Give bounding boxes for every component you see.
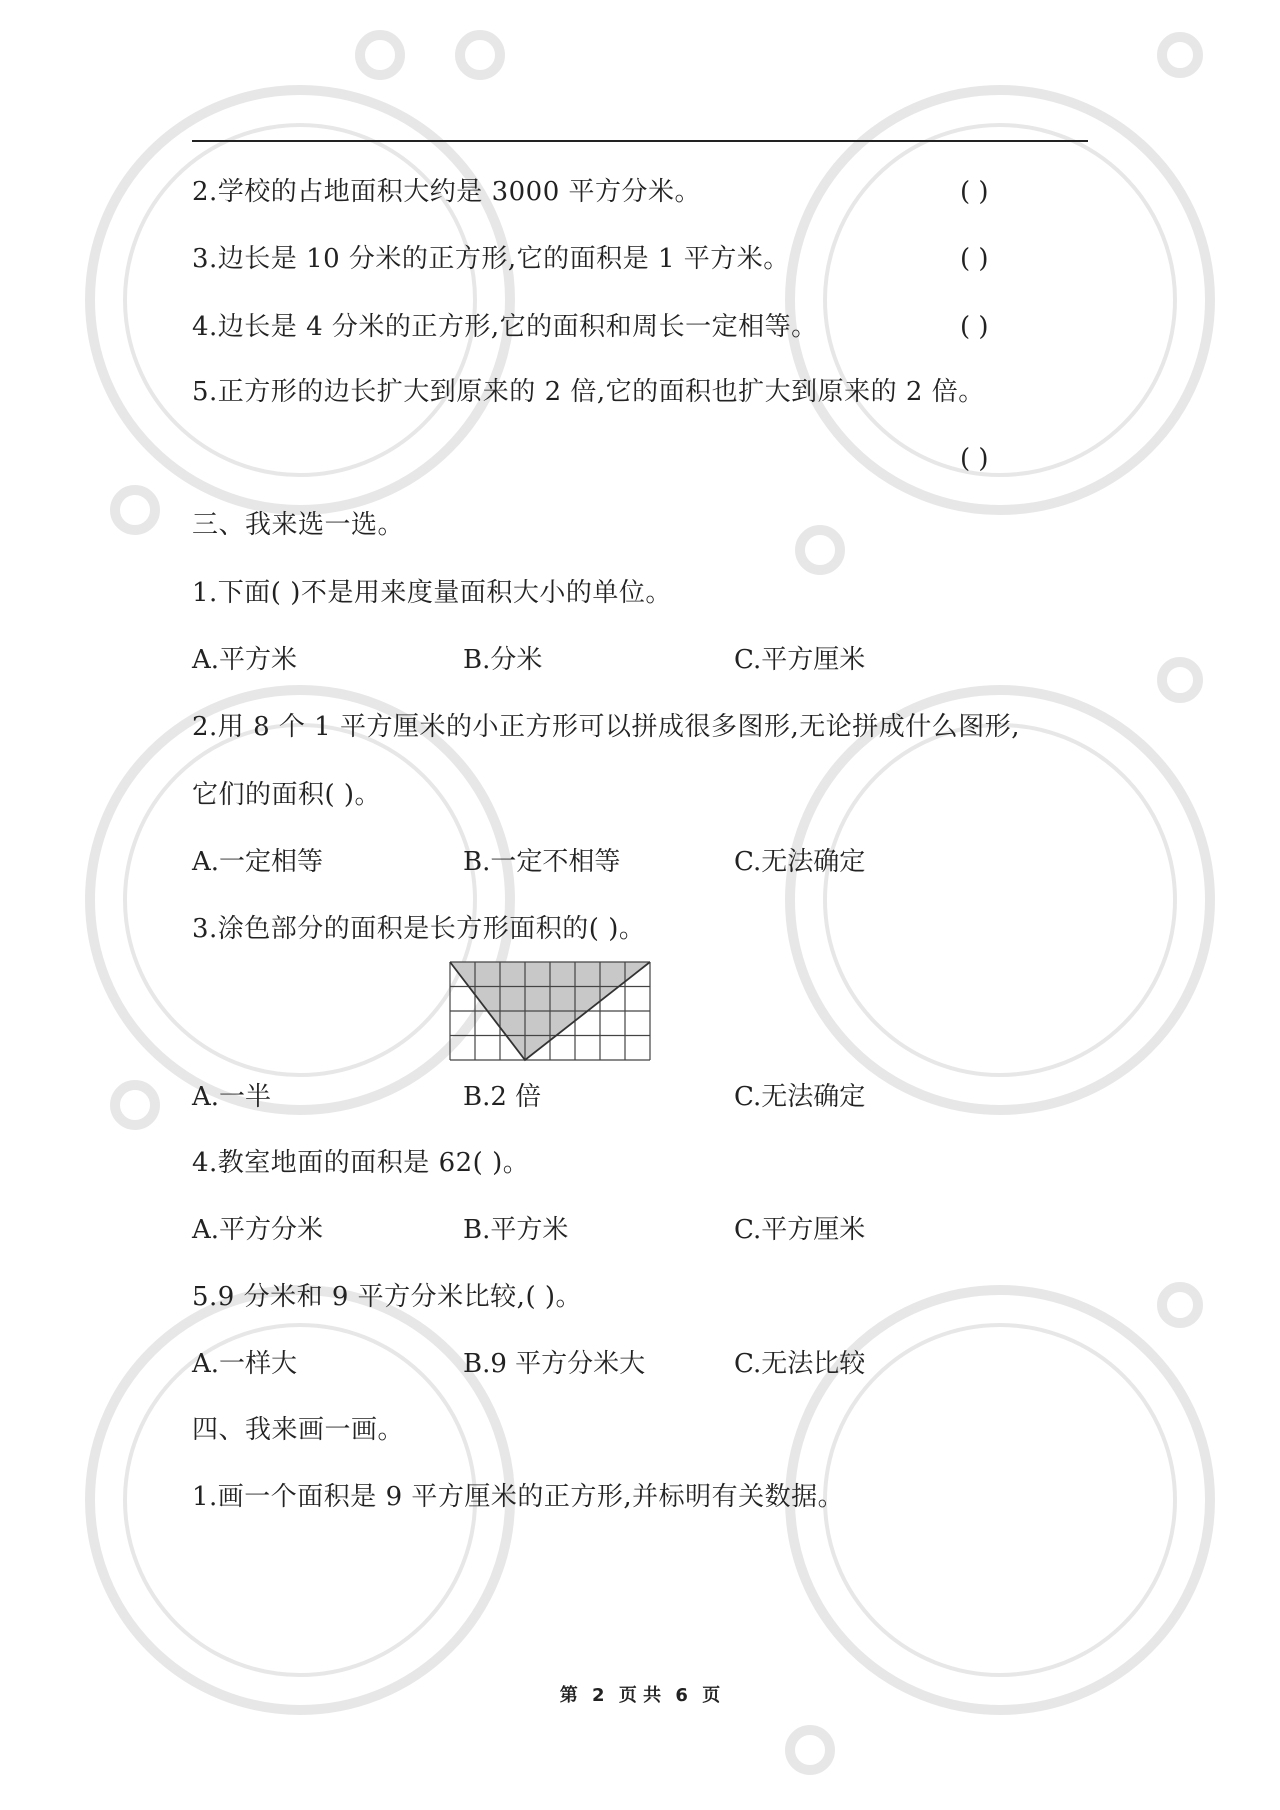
section-heading-draw: 四、我来画一画。	[192, 1415, 405, 1445]
option-a[interactable]: A.一定相等	[192, 847, 324, 877]
page-footer	[0, 1681, 1280, 1707]
draw-question-1: 1.画一个面积是 9 平方厘米的正方形,并标明有关数据。	[192, 1482, 845, 1512]
judge-item-5: 5.正方形的边长扩大到原来的 2 倍,它的面积也扩大到原来的 2 倍。	[192, 377, 985, 407]
choose-question-3: 3.涂色部分的面积是长方形面积的( )。	[192, 914, 646, 944]
option-b[interactable]: B.9 平方分米大	[463, 1349, 646, 1379]
option-c[interactable]: C.平方厘米	[734, 1215, 866, 1245]
choose-question-2-line-2: 它们的面积( )。	[192, 780, 382, 810]
option-b[interactable]: B.平方米	[463, 1215, 569, 1245]
answer-blank-5[interactable]: ( )	[960, 444, 989, 474]
option-b[interactable]: B.分米	[463, 645, 543, 675]
choose-question-5: 5.9 分米和 9 平方分米比较,( )。	[192, 1282, 583, 1312]
answer-blank-2[interactable]: ( )	[960, 177, 989, 207]
page-label-prefix: 第	[559, 1685, 578, 1706]
page-label-suffix: 页	[702, 1685, 721, 1706]
option-c[interactable]: C.平方厘米	[734, 645, 866, 675]
choose-question-2-line-1: 2.用 8 个 1 平方厘米的小正方形可以拼成很多图形,无论拼成什么图形,	[192, 712, 1020, 742]
option-a[interactable]: A.一半	[192, 1082, 272, 1112]
option-c[interactable]: C.无法比较	[734, 1349, 866, 1379]
choose-question-4: 4.教室地面的面积是 62( )。	[192, 1148, 530, 1178]
judge-item-3: 3.边长是 10 分米的正方形,它的面积是 1 平方米。	[192, 244, 790, 274]
shaded-triangle-grid-figure	[448, 960, 652, 1062]
answer-blank-4[interactable]: ( )	[960, 312, 989, 342]
option-a[interactable]: A.平方分米	[192, 1215, 324, 1245]
option-b[interactable]: B.2 倍	[463, 1082, 542, 1112]
option-c[interactable]: C.无法确定	[734, 1082, 866, 1112]
option-b[interactable]: B.一定不相等	[463, 847, 621, 877]
option-c[interactable]: C.无法确定	[734, 847, 866, 877]
judge-item-2: 2.学校的占地面积大约是 3000 平方分米。	[192, 177, 702, 207]
option-a[interactable]: A.一样大	[192, 1349, 298, 1379]
section-heading-choose: 三、我来选一选。	[192, 510, 405, 540]
choose-question-1: 1.下面( )不是用来度量面积大小的单位。	[192, 578, 672, 608]
judge-item-4: 4.边长是 4 分米的正方形,它的面积和周长一定相等。	[192, 312, 818, 342]
page-current: 2	[592, 1685, 605, 1706]
header-rule	[192, 140, 1088, 142]
answer-blank-3[interactable]: ( )	[960, 244, 989, 274]
option-a[interactable]: A.平方米	[192, 645, 298, 675]
page-total: 6	[675, 1685, 688, 1706]
page-label-mid: 页 共	[618, 1685, 662, 1706]
